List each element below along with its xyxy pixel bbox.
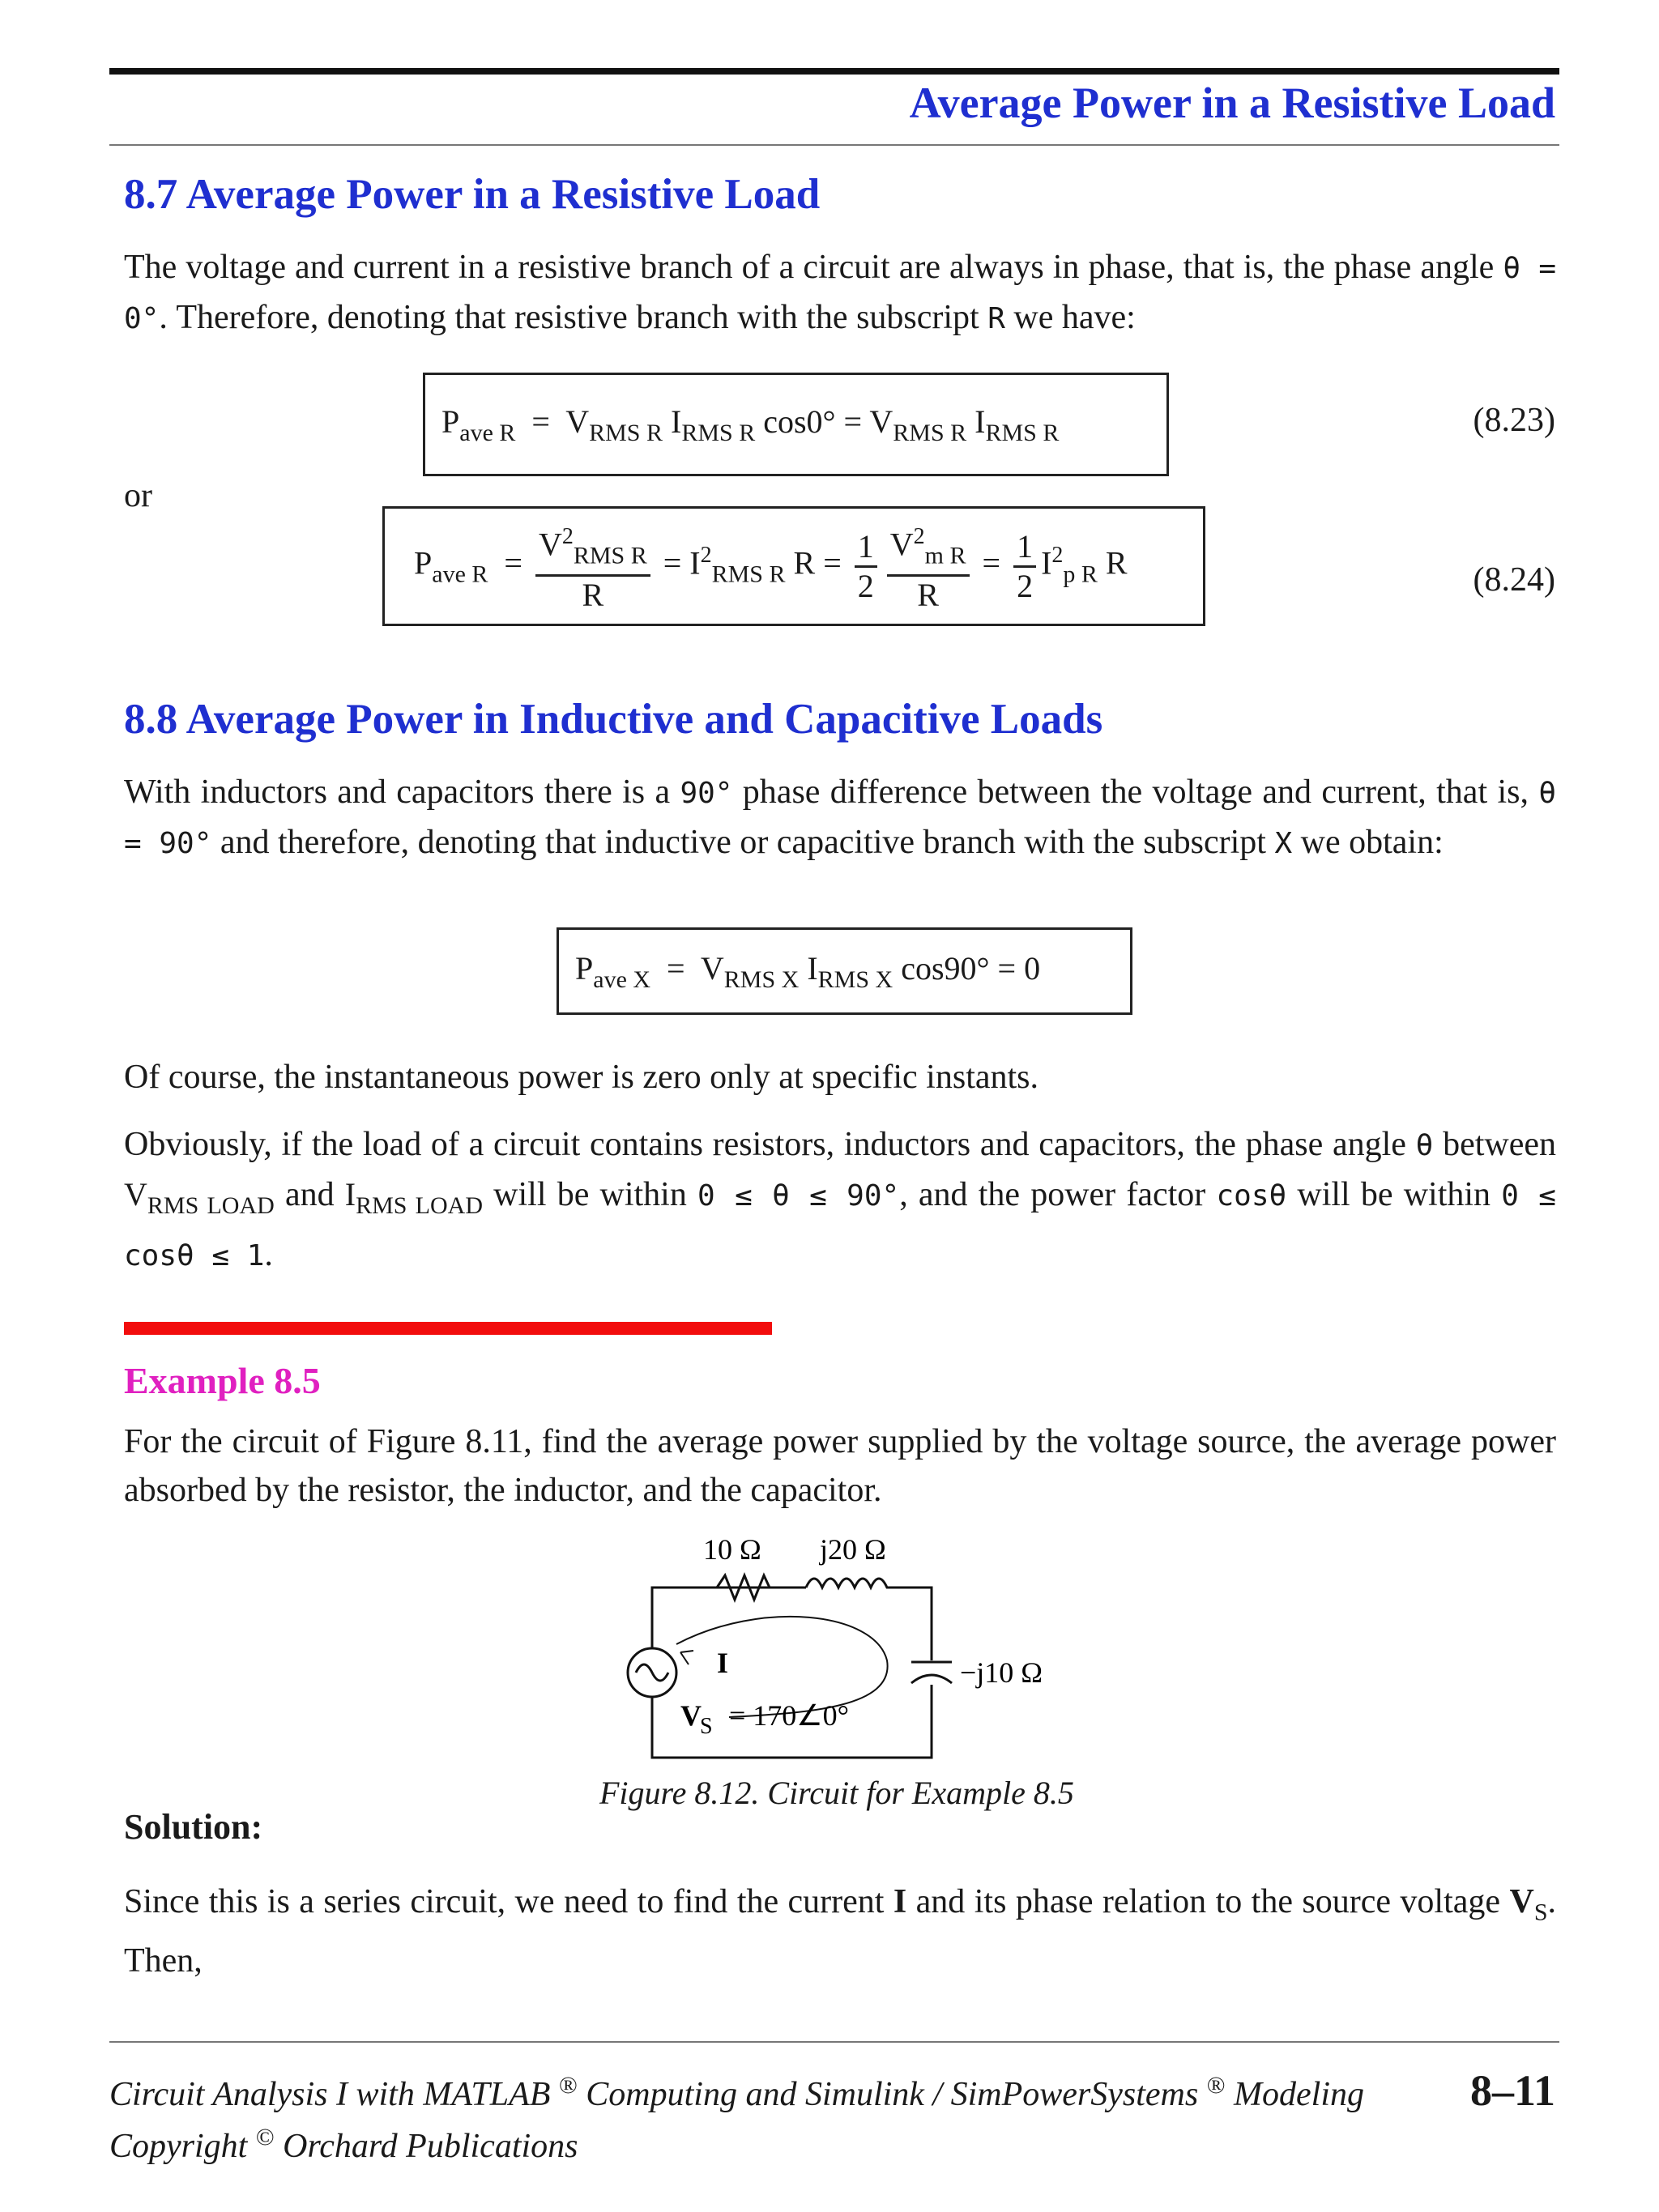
inductor-label: j20 Ω (820, 1533, 886, 1566)
header-rule (109, 144, 1559, 146)
source-voltage-subscript: S (700, 1714, 713, 1739)
section-8-8-paragraph: With inductors and capacitors there is a 90° phase difference between the voltage and current, that is, θ = 90° and therefore, denoting that inductive or capacitive branch with the subscript X we obtain: (124, 774, 1556, 861)
current-arrowhead-icon (680, 1651, 693, 1664)
footer-rule (109, 2041, 1559, 2043)
source-voltage-value: = 170∠0° (729, 1699, 849, 1732)
current-label: I (717, 1647, 729, 1679)
solution-label: Solution: (124, 1807, 263, 1847)
power-factor-paragraph: Obviously, if the load of a circuit contains resistors, inductors and capacitors, the phase angle θ between $V_{RMS LOAD}$ and $I_{RMS LOAD}$ will be within 0 ≤ θ ≤ 90°, and the power factor cosθ will be within 0 ≤ cosθ ≤ 1. (124, 1126, 1556, 1273)
circuit-wire-left-bottom (652, 1588, 932, 1758)
equation-number-8-24: (8.24) (1473, 561, 1555, 599)
section-title-8-7: 8.7 Average Power in a Resistive Load (124, 171, 821, 218)
top-rule (109, 68, 1559, 75)
example-divider-bar (124, 1322, 772, 1335)
capacitor-plate-bottom (911, 1675, 952, 1683)
equation-number-8-23: (8.23) (1473, 402, 1555, 439)
or-text: or (124, 477, 152, 514)
equation-8-23: $P_{ave R} = V_{RMS R}$ $I_{RMS R}$ $\cos 0^\circ = V_{RMS R}$ $I_{RMS R}$ (441, 403, 1060, 446)
footer-book-title: Circuit Analysis I with MATLAB ® Computing and Simulink / SimPowerSystems ® Modeling (109, 2072, 1364, 2113)
running-header: Average Power in a Resistive Load (909, 79, 1555, 127)
source-voltage-label: V (680, 1699, 702, 1732)
inductor-symbol (806, 1579, 891, 1588)
page-number: 8–11 (1469, 2066, 1555, 2115)
section-title-8-8: 8.8 Average Power in Inductive and Capacitive Loads (124, 696, 1103, 743)
footer-copyright: Copyright © Orchard Publications (109, 2124, 578, 2165)
section-8-7-paragraph: The voltage and current in a resistive branch of a circuit are always in phase, that is, the phase angle θ = 0°. Therefore, denoting that resistive branch with the subscript R we have: (124, 249, 1556, 336)
figure-caption: Figure 8.12. Circuit for Example 8.5 (599, 1775, 1074, 1811)
equation-box-8-24 (382, 506, 1205, 626)
example-title: Example 8.5 (124, 1360, 321, 1401)
capacitor-label: −j10 Ω (960, 1656, 1043, 1689)
circuit-wire-right (891, 1588, 932, 1660)
example-statement: For the circuit of Figure 8.11, find the average power supplied by the voltage source, the average power absorbed by the resistor, the inductor, and the capacitor. (124, 1423, 1556, 1509)
circuit-diagram (599, 1523, 1102, 1766)
equation-8-24: $P_{ave R}$ = $\frac{V^2_{RMS R}}{R}$ = $I^2_{RMS R}$ R = $\frac{1}{2}$ $\frac{V^2_{m R}}{R}$ = $\frac{1}{2}$ $I^2_{p R}$ R (414, 518, 1128, 614)
equation-pave-x: $P_{ave X} = V_{RMS X}$ $I_{RMS X}$ cos90° = 0 (575, 950, 1041, 993)
resistor-label: 10 Ω (703, 1533, 761, 1566)
solution-paragraph: Since this is a series circuit, we need to find the current I and its phase relation to the source voltage $V_S$. Then, (124, 1883, 1556, 1980)
instantaneous-power-paragraph: Of course, the instantaneous power is zero only at specific instants. (124, 1059, 1039, 1096)
equation-box-pave-x (557, 927, 1132, 1015)
equation-box-8-23 (423, 373, 1169, 476)
